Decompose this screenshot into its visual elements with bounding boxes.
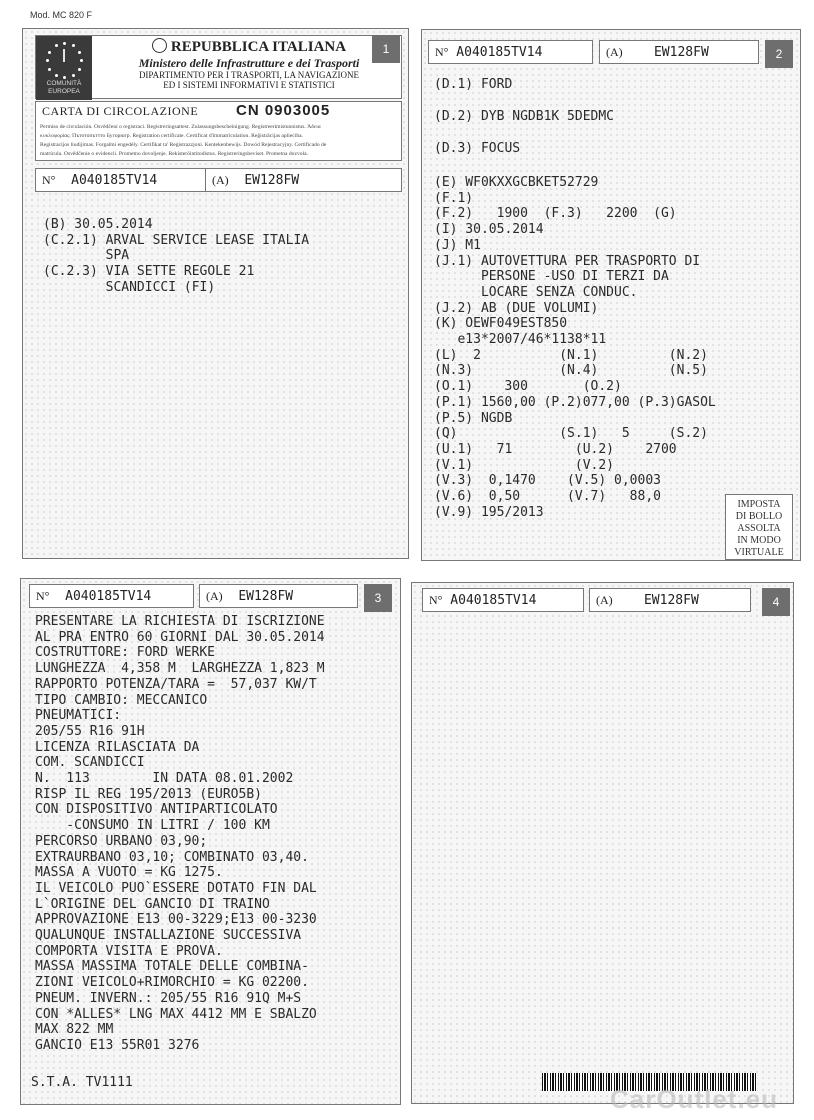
owner-section bbox=[43, 217, 309, 296]
eu-star-icon bbox=[78, 68, 81, 71]
registration-number-box bbox=[422, 588, 584, 612]
page-3-panel bbox=[20, 578, 401, 1105]
vehicle-field-line: (V.6) 0,50 (V.7) 88,0 bbox=[434, 489, 661, 505]
note-line: CON *ALLES* LNG MAX 4412 MM E SBALZO bbox=[35, 1006, 317, 1022]
note-line: IL VEICOLO PUO`ESSERE DOTATO FIN DAL bbox=[35, 880, 317, 896]
ministry-name: Ministero delle Infrastrutture e dei Trasporti bbox=[138, 56, 360, 70]
page-number-2: 2 bbox=[765, 40, 793, 68]
vehicle-field-line: (J.2) AB (DUE VOLUMI) bbox=[434, 300, 599, 316]
note-line: COMPORTA VISITA E PROVA. bbox=[35, 943, 223, 959]
header-box bbox=[35, 35, 402, 99]
note-line: PNEUMATICI: bbox=[35, 708, 122, 724]
plate-number: EW128FW bbox=[653, 45, 709, 60]
vehicle-field-line: (Q) (S.1) 5 (S.2) bbox=[434, 426, 708, 442]
bollo-line: IN MODO bbox=[737, 535, 781, 546]
ministry-heading bbox=[96, 38, 402, 90]
note-line: APPROVAZIONE E13 00-3229;E13 00-3230 bbox=[35, 912, 317, 928]
multilang-line: Registracijos liudijimas. Forgalmi engedély. Certifikat ta' Reġistrazzjoni. Kentekenbewijs. Dowód Rejestracyjny. Certificado de bbox=[40, 142, 327, 148]
note-line: COSTRUTTORE: FORD WERKE bbox=[35, 645, 216, 661]
vehicle-field-line: PERSONE -USO DI TERZI DA bbox=[434, 269, 669, 285]
eu-star-icon bbox=[63, 76, 66, 79]
eu-label: COMUNITÀ EUROPEA bbox=[46, 80, 82, 95]
note-line: AL PRA ENTRO 60 GIORNI DAL 30.05.2014 bbox=[35, 629, 325, 645]
reg-prefix: N° bbox=[36, 589, 50, 603]
note-line: LICENZA RILASCIATA DA bbox=[35, 739, 200, 755]
plate-box bbox=[599, 40, 759, 64]
page-number-1: 1 bbox=[372, 35, 400, 63]
department-line-1: DIPARTIMENTO PER I TRASPORTI, LA NAVIGAZIONE bbox=[138, 70, 360, 80]
vehicle-field-line: (V.3) 0,1470 (V.5) 0,0003 bbox=[434, 473, 661, 489]
bollo-line: DI BOLLO bbox=[735, 511, 783, 522]
vehicle-field-line: (V.1) (V.2) bbox=[434, 457, 615, 473]
plate-box bbox=[589, 588, 751, 612]
vehicle-field-line: (K) OEWF049EST850 bbox=[434, 316, 568, 332]
plate-prefix: (A) bbox=[212, 173, 229, 187]
multilang-line: Permiso de circulación. Osvědčení o registraci. Registreringsattest. Zulassungsbescheinigung. Registreerimistunnistus. Άδεια bbox=[40, 124, 321, 130]
note-line: N. 113 IN DATA 08.01.2002 bbox=[35, 771, 294, 787]
note-line: 205/55 R16 91H bbox=[35, 723, 145, 739]
eu-flag-icon bbox=[36, 36, 92, 100]
bollo-line: ASSOLTA bbox=[737, 523, 781, 534]
plate-number: EW128FW bbox=[244, 173, 300, 188]
multilang-line: matrícula. Osvědčenie o evidencii. Prometno dovoljenje. Rekisteröintitodistus. Registreringsbeviset. Prometna dozvola. bbox=[40, 151, 308, 157]
plate-box bbox=[199, 584, 358, 608]
vehicle-field-line: (U.1) 71 (U.2) 2700 bbox=[434, 441, 677, 457]
eu-star-icon bbox=[63, 42, 66, 45]
page-number-4: 4 bbox=[762, 588, 790, 616]
owner-line: SPA bbox=[43, 248, 130, 264]
vehicle-field-line: (P.5) NGDB bbox=[434, 410, 513, 426]
note-line: EXTRAURBANO 03,10; COMBINATO 03,40. bbox=[35, 849, 309, 865]
republic-emblem-icon bbox=[152, 38, 167, 53]
watermark-logo: CarOutlet.eu bbox=[610, 1084, 779, 1114]
note-line: PRESENTARE LA RICHIESTA DI ISCRIZIONE bbox=[35, 614, 325, 629]
bollo-line: VIRTUALE bbox=[734, 547, 784, 558]
owner-line: (B) 30.05.2014 bbox=[43, 217, 153, 232]
note-line: COM. SCANDICCI bbox=[35, 755, 145, 771]
note-line: LUNGHEZZA 4,358 M LARGHEZZA 1,823 M bbox=[35, 661, 325, 677]
vehicle-field-line: (F.1) bbox=[434, 190, 474, 206]
note-line: GANCIO E13 55R01 3276 bbox=[35, 1037, 200, 1053]
vehicle-field-line: (I) 30.05.2014 bbox=[434, 222, 544, 238]
registration-number: A040185TV14 bbox=[65, 589, 152, 604]
carta-number: CN 0903005 bbox=[236, 102, 331, 119]
vehicle-field-line: (J.1) AUTOVETTURA PER TRASPORTO DI bbox=[434, 253, 701, 269]
note-line: RISP IL REG 195/2013 (EURO5B) bbox=[35, 786, 262, 802]
note-line: -CONSUMO IN LITRI / 100 KM bbox=[35, 818, 270, 834]
field-d1: (D.1) FORD bbox=[434, 77, 513, 92]
notes-section bbox=[35, 614, 325, 1054]
note-line: CON DISPOSITIVO ANTIPARTICOLATO bbox=[35, 802, 278, 818]
multilang-line: κυκλοφορίας. Пътотопъттто Бугорюгр. Registration certificate. Certificat d'immatriculation. Reģistrācijas apliecība. bbox=[40, 133, 304, 139]
reg-prefix: N° bbox=[435, 45, 449, 59]
multilang-text bbox=[40, 123, 400, 159]
vehicle-field-line: (L) 2 (N.1) (N.2) bbox=[434, 347, 708, 363]
vehicle-field-line: (J) M1 bbox=[434, 237, 481, 253]
vehicle-field-line: (N.3) (N.4) (N.5) bbox=[434, 363, 708, 379]
plate-prefix: (A) bbox=[596, 593, 613, 607]
note-line: QUALUNQUE INSTALLAZIONE SUCCESSIVA bbox=[35, 928, 302, 944]
vehicle-field-line: (P.1) 1560,00 (P.2)077,00 (P.3)GASOL bbox=[434, 394, 716, 410]
registration-number-box bbox=[428, 40, 593, 64]
owner-line: (C.2.3) VIA SETTE REGOLE 21 bbox=[43, 264, 255, 280]
note-line: RAPPORTO POTENZA/TARA = 57,037 KW/T bbox=[35, 676, 317, 692]
owner-line: SCANDICCI (FI) bbox=[43, 279, 216, 295]
registration-number: A040185TV14 bbox=[71, 173, 158, 188]
carta-circolazione-box bbox=[35, 101, 402, 161]
registration-number-box bbox=[29, 584, 194, 608]
note-line: PERCORSO URBANO 03,90; bbox=[35, 833, 208, 849]
field-d2: (D.2) DYB NGDB1K 5DEDMC bbox=[434, 109, 615, 124]
registration-number: A040185TV14 bbox=[456, 45, 543, 60]
reg-prefix: N° bbox=[429, 593, 443, 607]
plate-box bbox=[205, 168, 402, 192]
sta-footer: S.T.A. TV1111 bbox=[31, 1075, 133, 1090]
vehicle-field-line: (F.2) 1900 (F.3) 2200 (G) bbox=[434, 206, 677, 222]
registration-number: A040185TV14 bbox=[450, 593, 537, 608]
vehicle-field-line: e13*2007/46*1138*11 bbox=[434, 332, 607, 348]
note-line: ZIONI VEICOLO+RIMORCHIO = KG 02200. bbox=[35, 975, 309, 991]
bollo-stamp bbox=[725, 494, 793, 560]
page-number-3: 3 bbox=[364, 584, 392, 612]
note-line: MASSA A VUOTO = KG 1275. bbox=[35, 865, 223, 881]
field-d3: (D.3) FOCUS bbox=[434, 141, 521, 156]
vehicle-field-line: LOCARE SENZA CONDUC. bbox=[434, 284, 638, 300]
page-1-panel bbox=[22, 28, 409, 559]
eu-star-icon bbox=[48, 68, 51, 71]
note-line: L`ORIGINE DEL GANCIO DI TRAINO bbox=[35, 896, 270, 912]
owner-line: (C.2.1) ARVAL SERVICE LEASE ITALIA bbox=[43, 232, 310, 248]
republic-title: REPUBBLICA ITALIANA bbox=[170, 39, 347, 55]
plate-prefix: (A) bbox=[206, 589, 223, 603]
reg-prefix: N° bbox=[42, 173, 56, 187]
page-2-panel bbox=[421, 29, 801, 561]
note-line: PNEUM. INVERN.: 205/55 R16 91Q M+S bbox=[35, 990, 302, 1006]
note-line: MASSA MASSIMA TOTALE DELLE COMBINA- bbox=[35, 959, 309, 975]
vehicle-field-line: (V.9) 195/2013 bbox=[434, 504, 544, 520]
plate-number: EW128FW bbox=[643, 593, 699, 608]
mod-label: Mod. MC 820 F bbox=[30, 10, 93, 20]
vehicle-fields bbox=[434, 175, 716, 520]
plate-prefix: (A) bbox=[606, 45, 623, 59]
eu-country-letter: I bbox=[61, 46, 67, 66]
carta-title: CARTA DI CIRCOLAZIONE bbox=[42, 104, 199, 118]
registration-number-box bbox=[35, 168, 215, 192]
department-line-2: ED I SISTEMI INFORMATIVI E STATISTICI bbox=[163, 80, 335, 90]
vehicle-field-line: (O.1) 300 (O.2) bbox=[434, 379, 622, 395]
eu-star-icon bbox=[72, 74, 75, 77]
note-line: MAX 822 MM bbox=[35, 1022, 114, 1038]
bollo-line: IMPOSTA bbox=[737, 499, 781, 510]
eu-star-icon bbox=[55, 74, 58, 77]
page-4-panel bbox=[411, 582, 794, 1104]
note-line: TIPO CAMBIO: MECCANICO bbox=[35, 692, 208, 708]
vehicle-field-line: (E) WF0KXXGCBKET52729 bbox=[434, 175, 599, 190]
plate-number: EW128FW bbox=[238, 589, 294, 604]
